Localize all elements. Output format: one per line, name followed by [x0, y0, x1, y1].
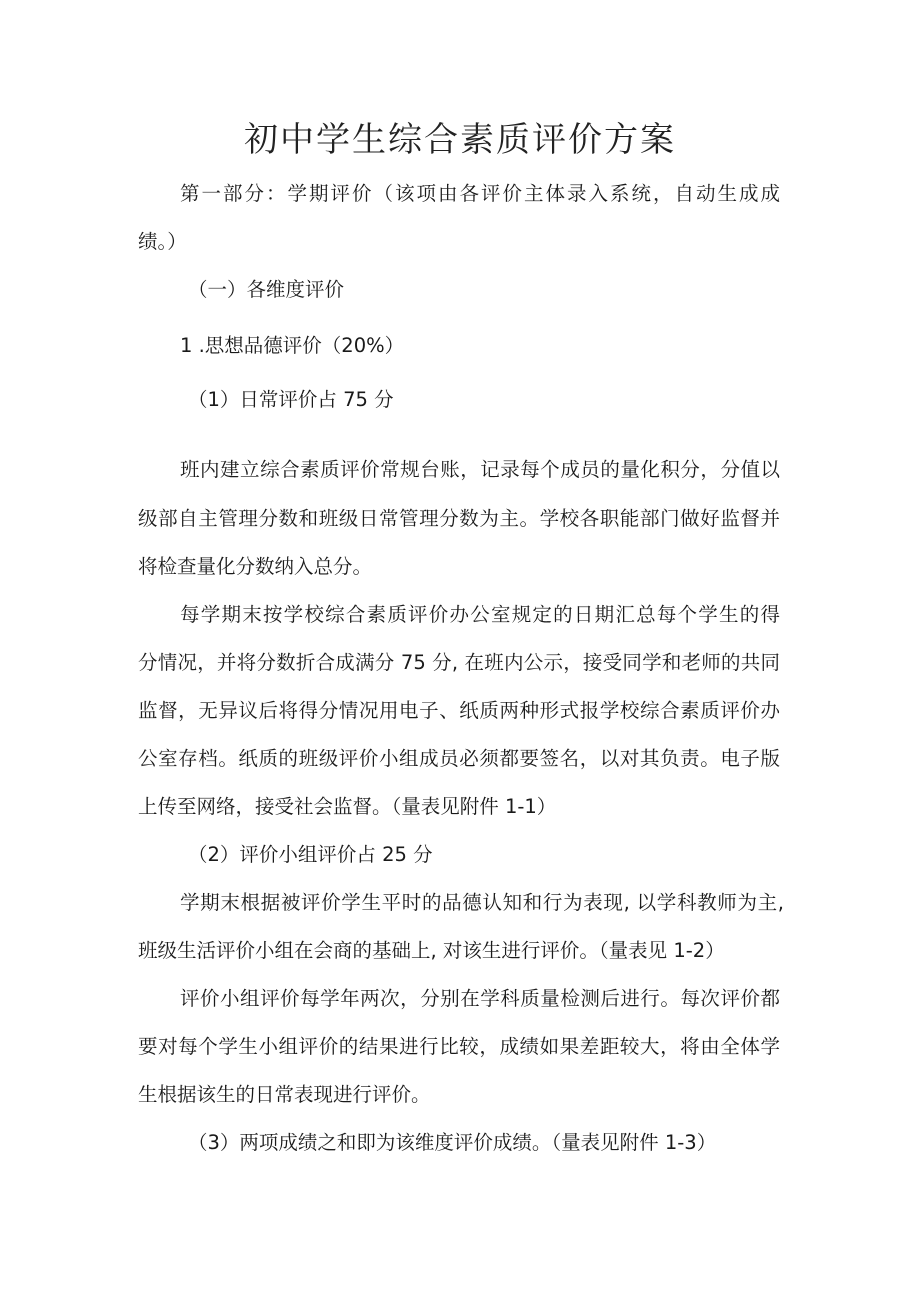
item-heading: （2）评价小组评价占 25 分	[188, 843, 433, 866]
paragraph-line: 分情况，并将分数折合成满分 75 分, 在班内公示，接受同学和老师的共同	[138, 651, 780, 674]
paragraph-line: 要对每个学生小组评价的结果进行比较，成绩如果差距较大，将由全体学	[138, 1035, 780, 1058]
paragraph-line: 第一部分：学期评价（该项由各评价主体录入系统，自动生成成	[180, 182, 780, 205]
paragraph-line: 监督，无异议后将得分情况用电子、纸质两种形式报学校综合素质评价办	[138, 699, 780, 722]
paragraph-line: 班内建立综合素质评价常规台账，记录每个成员的量化积分，分值以	[180, 458, 780, 481]
paragraph-line: 将检查量化分数纳入总分。	[138, 555, 373, 578]
item-heading: （1）日常评价占 75 分	[188, 388, 394, 411]
item-heading: （3）两项成绩之和即为该维度评价成绩。（量表见附件 1-3）	[188, 1131, 717, 1154]
paragraph-line: 每学期末按学校综合素质评价办公室规定的日期汇总每个学生的得	[180, 603, 780, 626]
paragraph-line: 评价小组评价每学年两次，分别在学科质量检测后进行。每次评价都	[180, 987, 780, 1010]
paragraph-line: 绩。）	[138, 230, 187, 253]
paragraph-line: 公室存档。纸质的班级评价小组成员必须都要签名，以对其负责。电子版	[138, 747, 780, 770]
section-heading: （一）各维度评价	[188, 278, 345, 301]
subsection-heading: 1 .思想品德评价（20%）	[180, 334, 405, 357]
paragraph-line: 上传至网络，接受社会监督。（量表见附件 1-1）	[138, 795, 557, 818]
paragraph-line: 级部自主管理分数和班级日常管理分数为主。学校各职能部门做好监督并	[138, 507, 780, 530]
paragraph-line: 生根据该生的日常表现进行评价。	[138, 1083, 431, 1106]
document-title: 初中学生综合素质评价方案	[244, 120, 676, 160]
paragraph-line: 学期末根据被评价学生平时的品德认知和行为表现, 以学科教师为主,	[180, 891, 784, 914]
paragraph-line: 班级生活评价小组在会商的基础上, 对该生进行评价。（量表见 1-2）	[138, 939, 725, 962]
